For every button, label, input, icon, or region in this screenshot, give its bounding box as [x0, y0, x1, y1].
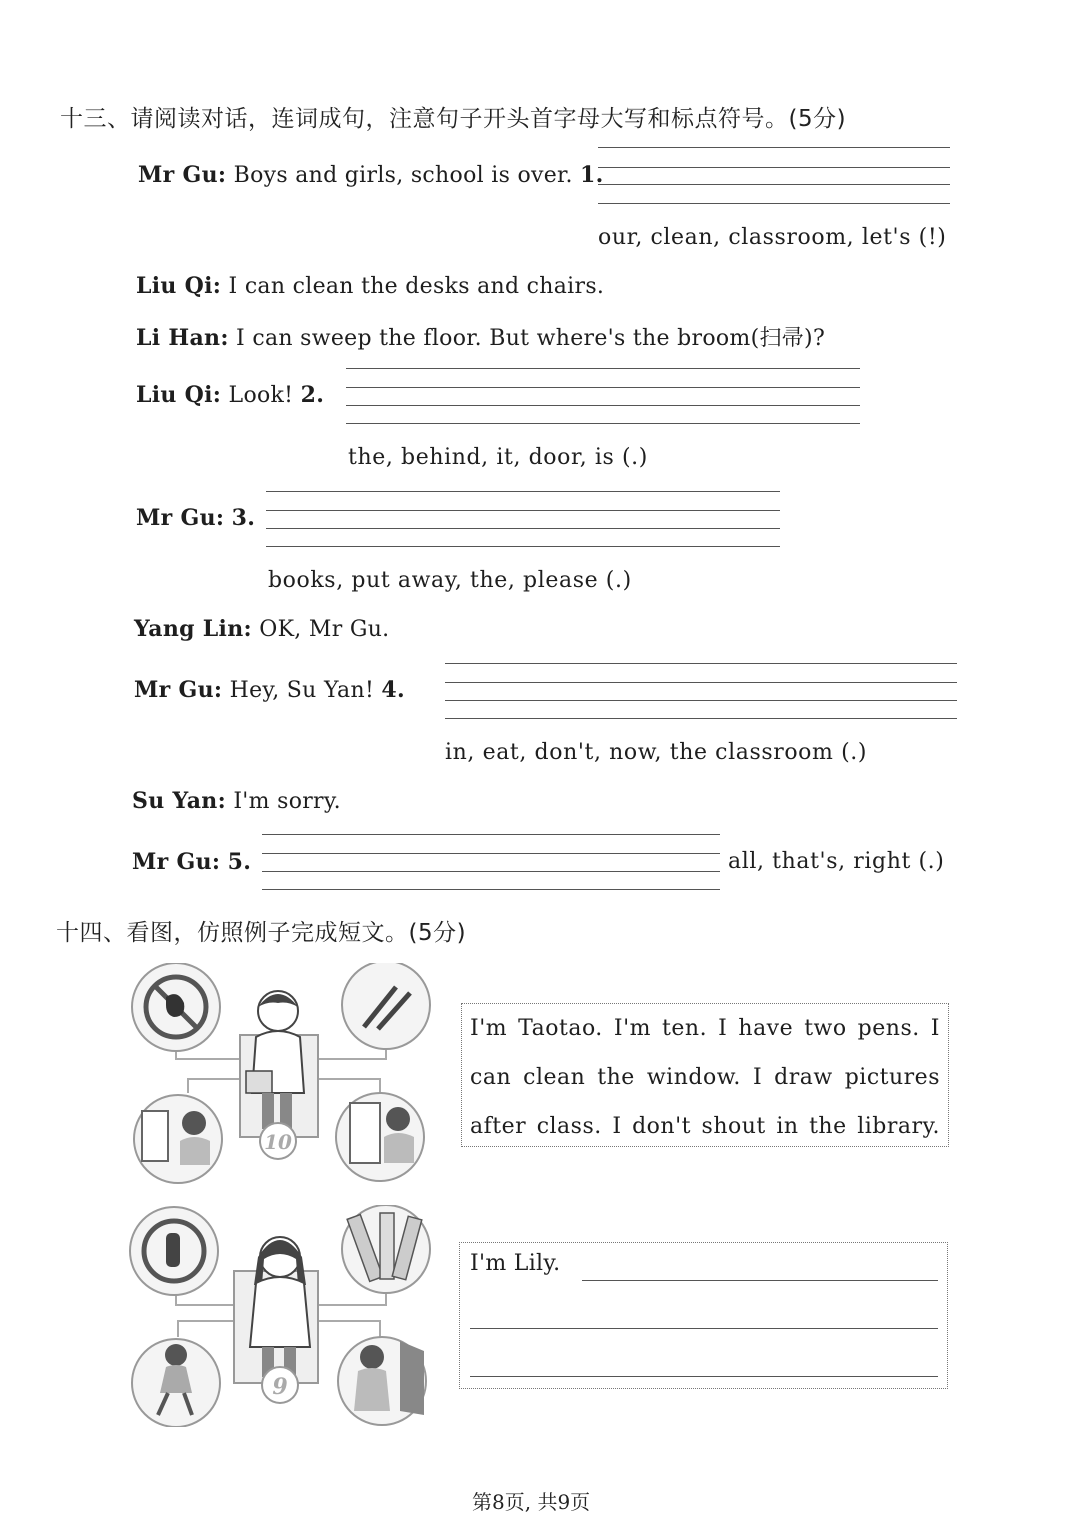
question-number: 2.	[300, 382, 325, 408]
dialogue-line-2	[136, 273, 604, 299]
question-number: 5.	[227, 849, 252, 875]
example-box	[461, 1003, 949, 1147]
section-13-heading: 十三、请阅读对话，连词成句，注意句子开头首字母大写和标点符号。(5分)	[60, 106, 847, 132]
dialogue-text: Boys and girls, school is over.	[233, 163, 573, 188]
word-hint-1: our, clean, classroom, let's (!)	[598, 225, 947, 250]
word-hint-4: in, eat, don't, now, the classroom (.)	[445, 740, 868, 765]
question-number: 1.	[580, 162, 604, 188]
taotao-illustration	[128, 963, 434, 1185]
age-badge-10: 10	[264, 1130, 292, 1154]
dialogue-text: I can sweep the floor. But where's the broom(扫帚)?	[236, 326, 826, 351]
task-answer-line-3[interactable]	[470, 1376, 938, 1377]
dialogue-line-7	[134, 677, 405, 703]
dialogue-line-6	[134, 616, 389, 642]
speaker: Mr Gu:	[136, 505, 225, 531]
dialogue-line-9	[132, 849, 251, 875]
dialogue-text: Look!	[228, 383, 294, 408]
answer-lines-3[interactable]	[266, 491, 780, 549]
dialogue-text: I'm sorry.	[233, 789, 341, 814]
age-badge-9: 9	[272, 1374, 288, 1400]
word-hint-3: books, put away, the, please (.)	[268, 568, 632, 593]
word-hint-5: all, that's, right (.)	[728, 849, 945, 874]
speaker: Liu Qi:	[136, 382, 222, 408]
speaker: Yang Lin:	[134, 616, 252, 642]
word-hint-2: the, behind, it, door, is (.)	[348, 445, 648, 470]
question-number: 3.	[231, 505, 256, 531]
task-box	[459, 1242, 948, 1389]
speaker: Mr Gu:	[132, 849, 221, 875]
example-line-2: can clean the window. I draw pictures	[470, 1065, 940, 1090]
dialogue-text: I can clean the desks and chairs.	[228, 274, 605, 299]
question-number: 4.	[381, 677, 405, 703]
task-start-text: I'm Lily.	[470, 1251, 561, 1276]
dialogue-line-3	[136, 321, 825, 352]
dialogue-line-4	[136, 382, 324, 408]
answer-lines-2[interactable]	[346, 368, 860, 426]
answer-lines-4[interactable]	[445, 663, 957, 721]
page-footer: 第8页, 共9页	[472, 1490, 591, 1514]
speaker: Liu Qi:	[136, 273, 222, 299]
example-line-3: after class. I don't shout in the library.	[470, 1114, 940, 1139]
speaker: Mr Gu:	[138, 162, 227, 188]
lily-illustration	[128, 1205, 434, 1427]
dialogue-text: Hey, Su Yan!	[229, 678, 375, 703]
answer-lines-5[interactable]	[262, 834, 720, 892]
speaker: Mr Gu:	[134, 677, 223, 703]
dialogue-line-5	[136, 505, 255, 531]
dialogue-line-8	[132, 788, 341, 814]
dialogue-line-1	[138, 162, 604, 188]
dialogue-text: OK, Mr Gu.	[259, 617, 390, 642]
task-answer-line-1[interactable]	[582, 1280, 938, 1281]
speaker: Li Han:	[136, 325, 229, 351]
example-line-1: I'm Taotao. I'm ten. I have two pens. I	[470, 1016, 940, 1041]
answer-lines-1[interactable]	[598, 147, 950, 207]
task-answer-line-2[interactable]	[470, 1328, 938, 1329]
speaker: Su Yan:	[132, 788, 227, 814]
section-14-heading: 十四、看图，仿照例子完成短文。(5分)	[56, 920, 467, 946]
